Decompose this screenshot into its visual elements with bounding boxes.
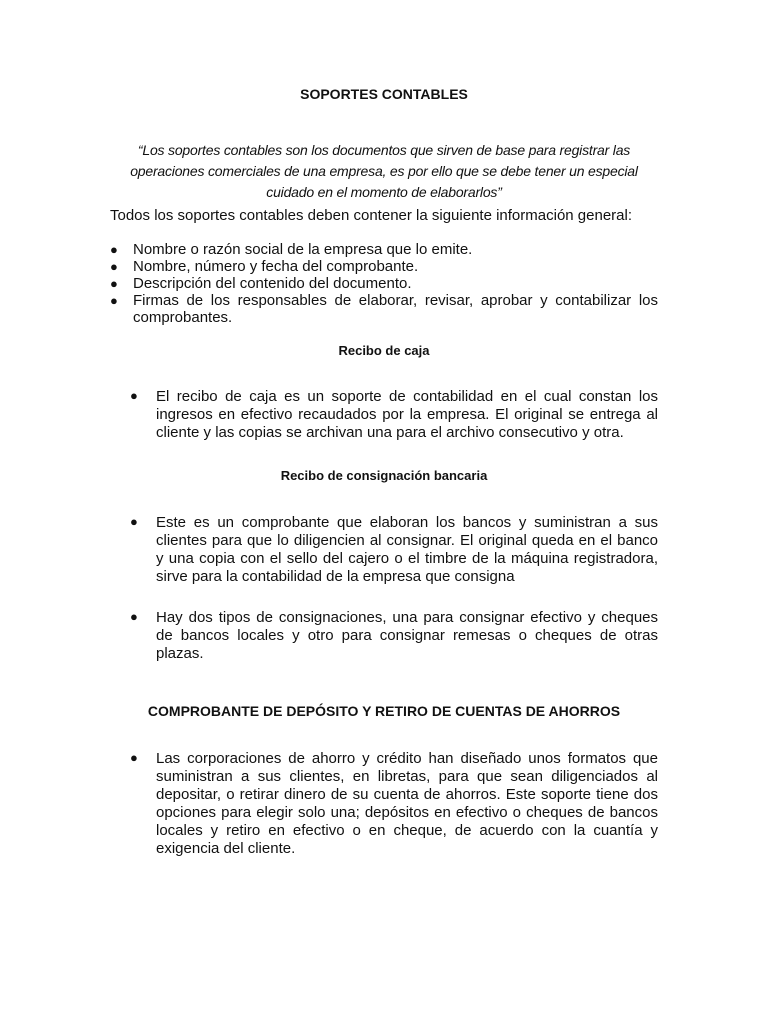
section-heading-recibo-caja: Recibo de caja (338, 343, 430, 358)
bullet-icon: ● (130, 609, 138, 624)
bullet-icon: ● (130, 750, 138, 765)
list-item (110, 275, 658, 292)
bullet-paragraph (130, 750, 658, 858)
bullet-icon: ● (110, 259, 118, 274)
list-item-text: Descripción del contenido del documento. (133, 275, 412, 292)
list-item (110, 241, 658, 258)
bullet-icon: ● (110, 293, 118, 308)
bullet-text: El recibo de caja es un soporte de contabilidad en el cual constan los ingresos en efectivo recaudados por la empresa. El original se entrega al cliente y las copias se archivan una para el archivo consecutivo y otra. (156, 388, 658, 441)
list-item (110, 258, 658, 275)
bullet-text: Las corporaciones de ahorro y crédito han diseñado unos formatos que suministran a sus clientes, en libretas, para que sean diligenciados al depositar, o retirar dinero de su cuenta de ahorros. Este soporte tiene dos opciones para elegir solo una; depósitos en efectivo o cheques de bancos locales y retiro en efectivo o en cheque, de acuerdo con la cuantía y exigencia del cliente. (156, 750, 658, 857)
info-list (110, 241, 658, 326)
list-item-text: Nombre o razón social de la empresa que lo emite. (133, 241, 473, 258)
bullet-paragraph (130, 514, 658, 586)
list-item (110, 292, 658, 326)
bullet-icon: ● (130, 514, 138, 529)
list-item-text: Firmas de los responsables de elaborar, revisar, aprobar y contabilizar los comprobantes. (133, 292, 658, 326)
definition-quote: “Los soportes contables son los documentos que sirven de base para registrar las operaciones comerciales de una empresa, es por ello que se debe tener un especial cuidado en el momento de elaborarlos” (130, 142, 638, 200)
bullet-icon: ● (110, 276, 118, 291)
bullet-icon: ● (130, 388, 138, 403)
bullet-paragraph (130, 609, 658, 663)
bullet-paragraph (130, 388, 658, 442)
document-title: SOPORTES CONTABLES (300, 86, 468, 102)
section-heading-consignacion: Recibo de consignación bancaria (280, 468, 488, 483)
intro-paragraph: Todos los soportes contables deben contener la siguiente información general: (110, 207, 632, 224)
list-item-text: Nombre, número y fecha del comprobante. (133, 258, 419, 275)
bullet-text: Hay dos tipos de consignaciones, una para consignar efectivo y cheques de bancos locales y otro para consignar remesas o cheques de otras plazas. (156, 609, 658, 662)
bullet-icon: ● (110, 242, 118, 257)
bullet-text: Este es un comprobante que elaboran los bancos y suministran a sus clientes para que lo diligencien al consignar. El original queda en el banco y una copia con el sello del cajero o el timbre de la máquina registradora, sirve para la contabilidad de la empresa que consigna (156, 514, 658, 585)
section-heading-comprobante: COMPROBANTE DE DEPÓSITO Y RETIRO DE CUENTAS DE AHORROS (147, 703, 621, 719)
